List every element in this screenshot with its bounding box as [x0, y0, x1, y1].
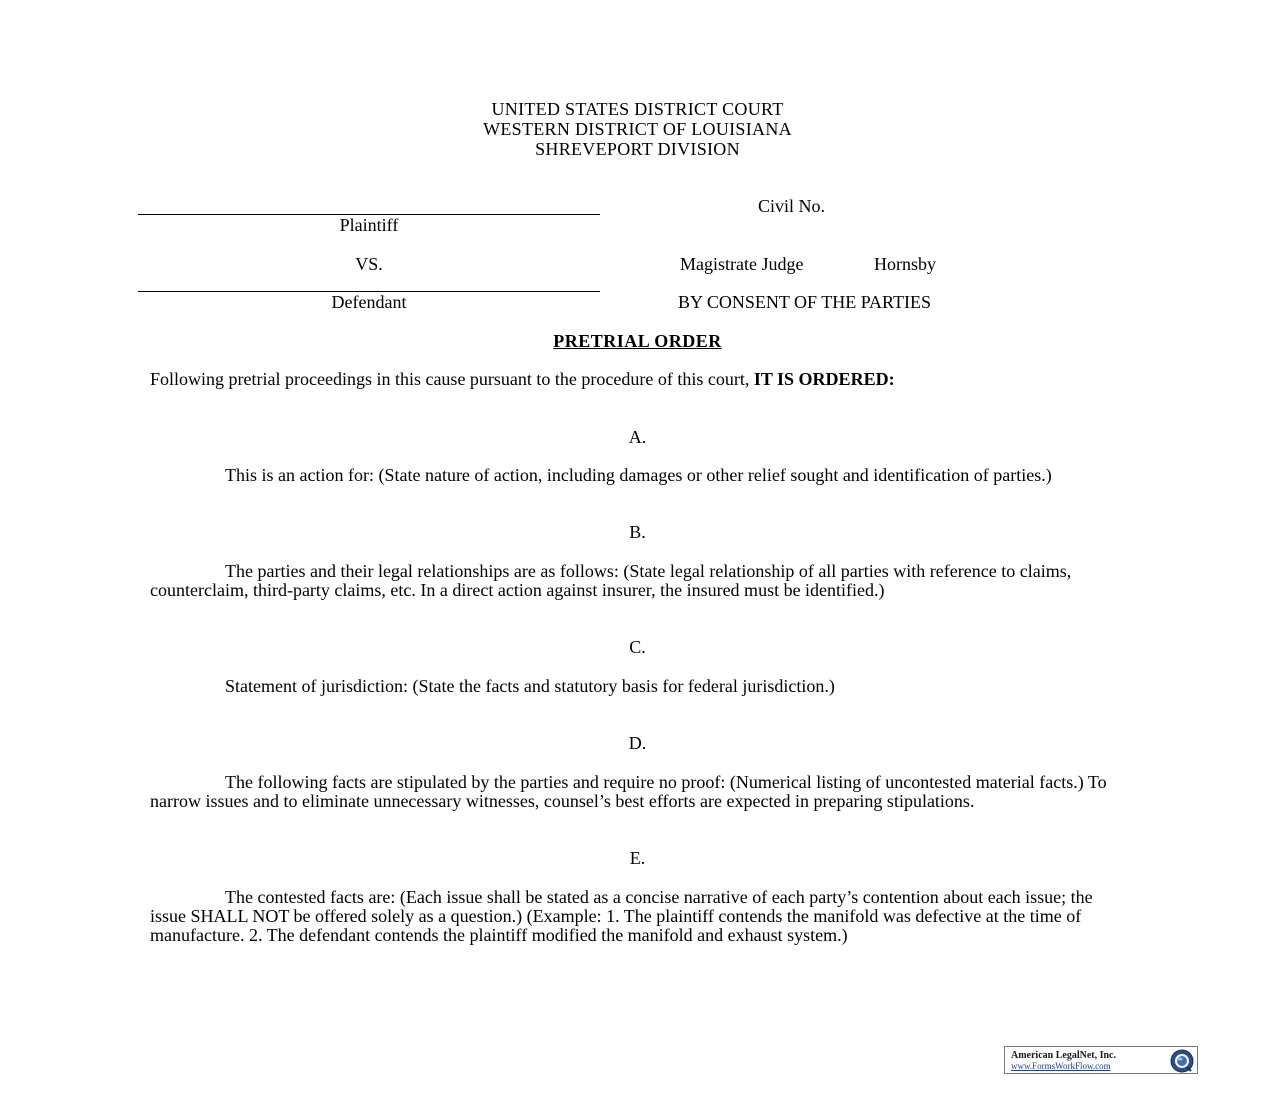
defendant-label: Defendant	[331, 292, 407, 312]
section-e-body: The contested facts are: (Each issue shall be stated as a concise narrative of each party’s contention about each issue; the issue SHALL NOT be offered solely as a question.) (Example: 1. The plaintiff contends the manifold was defective at the time of manufacture. 2. The defendant contends the plaintiff modified the manifold and exhaust system.)	[150, 887, 1093, 945]
section-a-heading: A.	[628, 427, 647, 447]
globe-icon	[1170, 1049, 1194, 1073]
section-e-heading: E.	[629, 848, 646, 868]
plaintiff-label: Plaintiff	[339, 215, 399, 235]
section-a-text	[150, 466, 1130, 485]
versus-label: VS.	[355, 254, 383, 274]
section-e-text	[150, 888, 1115, 945]
logo-company-name: American LegalNet, Inc.	[1011, 1050, 1116, 1061]
court-division: SHREVEPORT DIVISION	[535, 139, 740, 159]
court-name: UNITED STATES DISTRICT COURT	[491, 99, 784, 119]
magistrate-judge-label: Magistrate Judge	[680, 254, 804, 274]
consent-label: BY CONSENT OF THE PARTIES	[678, 292, 931, 312]
section-d-text	[150, 773, 1112, 811]
section-d-heading: D.	[628, 733, 647, 753]
section-d-body: The following facts are stipulated by the parties and require no proof: (Numerical listing of uncontested material facts.) To narrow issues and to eliminate unnecessary witnesses, counsel’s best efforts are expected in preparing stipulations.	[150, 772, 1107, 811]
intro-text: Following pretrial proceedings in this cause pursuant to the procedure of this court,	[150, 369, 750, 389]
document-title: PRETRIAL ORDER	[553, 331, 722, 351]
section-b-text	[150, 562, 1115, 600]
section-a-body: This is an action for: (State nature of action, including damages or other relief sought and identification of parties.)	[225, 465, 1052, 485]
civil-number-label: Civil No.	[758, 196, 826, 216]
intro-paragraph	[150, 370, 1060, 389]
logo-website-link[interactable]: www.FormsWorkFlow.com	[1011, 1061, 1111, 1071]
section-c-body: Statement of jurisdiction: (State the facts and statutory basis for federal jurisdiction.)	[225, 676, 835, 696]
court-district: WESTERN DISTRICT OF LOUISIANA	[483, 119, 792, 139]
section-c-text	[150, 677, 1130, 696]
section-b-heading: B.	[629, 522, 646, 542]
intro-order-phrase: IT IS ORDERED:	[753, 369, 895, 389]
american-legalnet-logo[interactable]	[1004, 1046, 1198, 1074]
magistrate-judge-name: Hornsby	[874, 254, 936, 274]
section-c-heading: C.	[629, 637, 646, 657]
section-b-body: The parties and their legal relationships are as follows: (State legal relationship of all parties with reference to claims, counterclaim, third-party claims, etc. In a direct action against insurer, the insured must be identified.)	[150, 561, 1072, 600]
